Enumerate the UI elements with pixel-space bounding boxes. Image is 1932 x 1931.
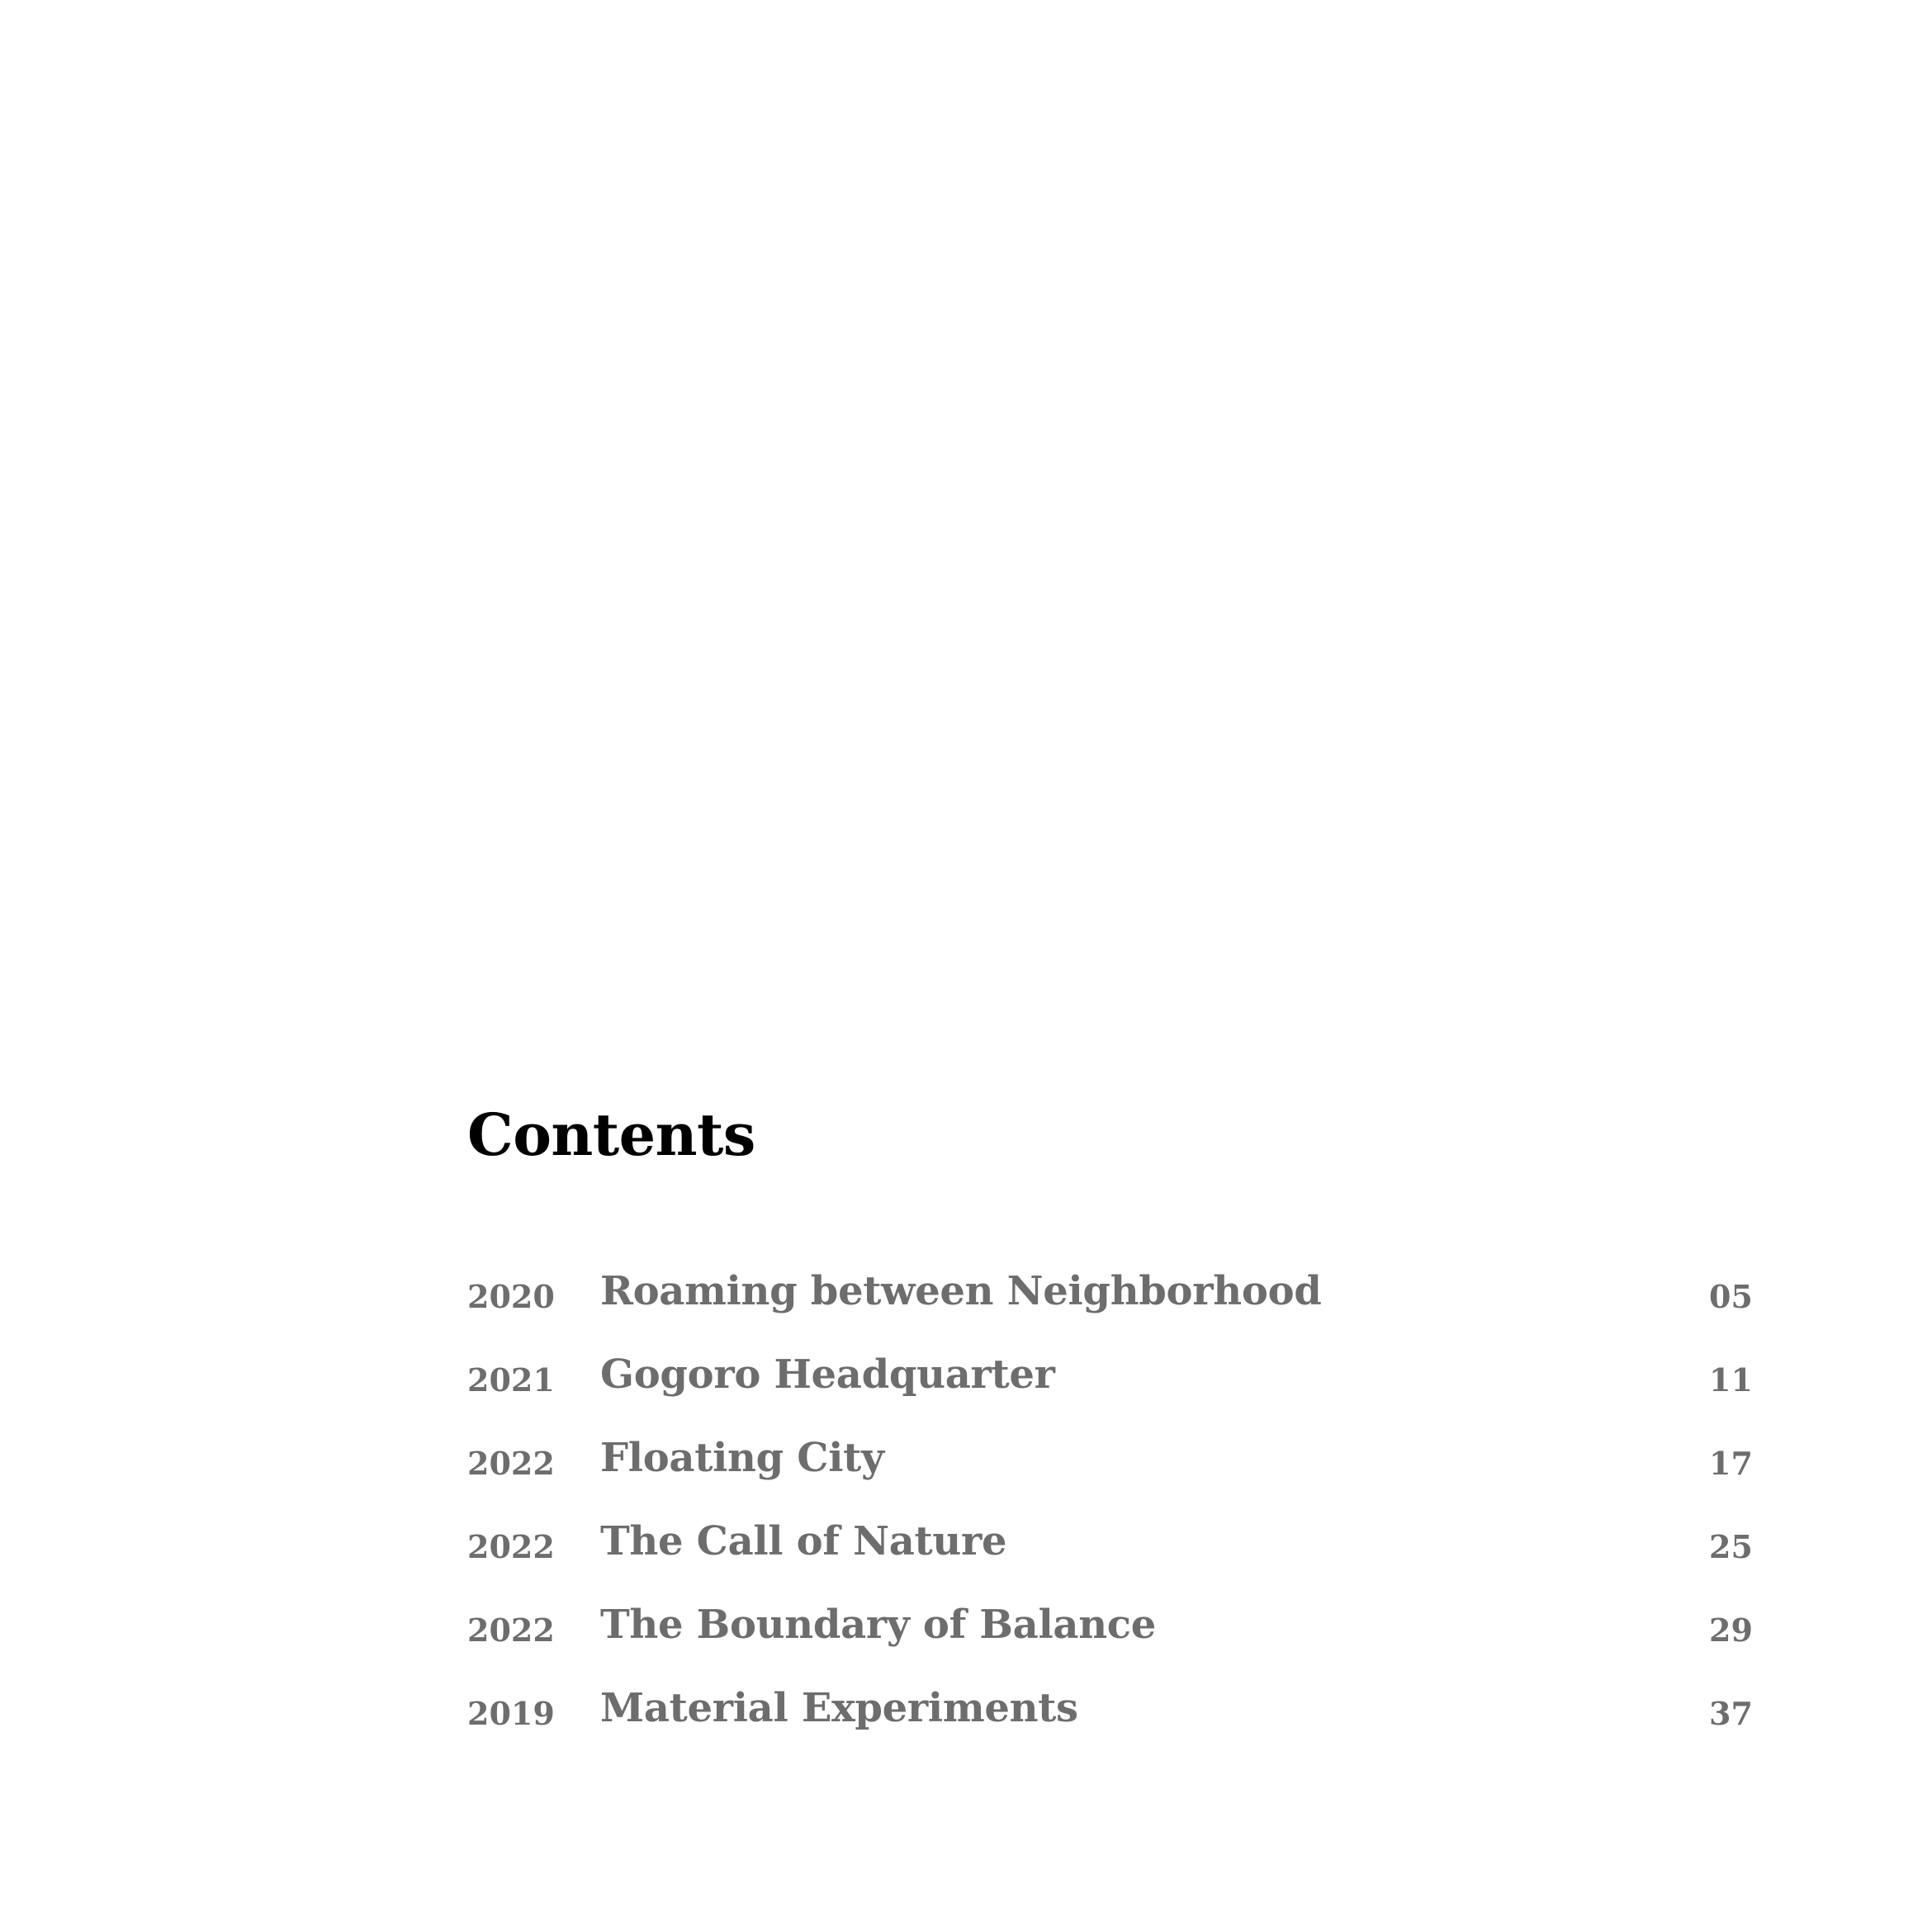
toc-entry [467, 1602, 1755, 1688]
toc-entry-year: 2022 [467, 1528, 555, 1565]
toc-entry-page-number: 29 [1709, 1612, 1753, 1649]
toc-entry [467, 1685, 1755, 1772]
table-of-contents [467, 1268, 1755, 1772]
contents-heading: Contents [467, 1100, 755, 1169]
toc-entry-title: Material Experiments [600, 1685, 1078, 1731]
toc-entry-year: 2021 [467, 1361, 555, 1399]
toc-entry-page-number: 37 [1709, 1695, 1753, 1732]
toc-entry-year: 2022 [467, 1612, 555, 1649]
toc-entry [467, 1518, 1755, 1605]
toc-entry-page-number: 05 [1709, 1278, 1753, 1315]
toc-entry-title: Roaming between Neighborhood [600, 1268, 1322, 1314]
toc-entry-page-number: 11 [1709, 1361, 1753, 1399]
toc-entry-title: The Boundary of Balance [600, 1602, 1156, 1648]
toc-entry-title: The Call of Nature [600, 1518, 1007, 1564]
toc-entry-year: 2020 [467, 1278, 555, 1315]
toc-entry-year: 2022 [467, 1445, 555, 1482]
toc-entry-title: Floating City [600, 1435, 884, 1481]
toc-entry [467, 1435, 1755, 1522]
toc-entry-page-number: 17 [1709, 1445, 1753, 1482]
toc-entry-page-number: 25 [1709, 1528, 1753, 1565]
toc-entry-year: 2019 [467, 1695, 555, 1732]
toc-entry [467, 1351, 1755, 1438]
toc-entry [467, 1268, 1755, 1355]
toc-entry-title: Gogoro Headquarter [600, 1351, 1055, 1398]
